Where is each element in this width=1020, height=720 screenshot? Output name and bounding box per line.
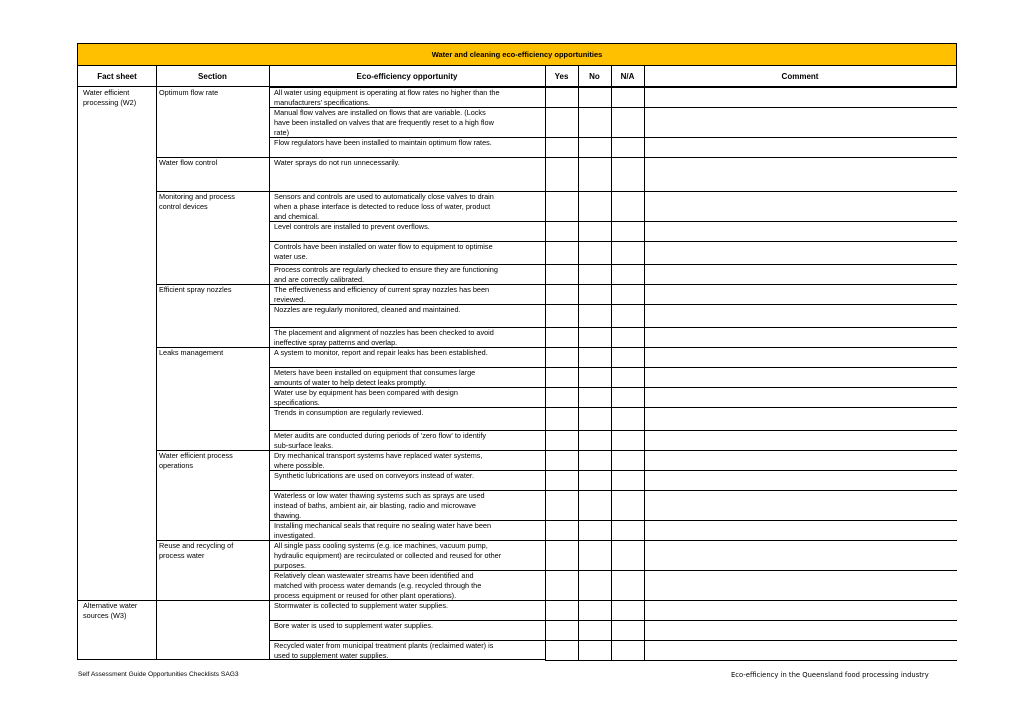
no-checkbox[interactable] — [578, 367, 612, 388]
yes-checkbox[interactable] — [545, 221, 579, 242]
opportunity-text: Controls have been installed on water flow to equipment to optimise — [274, 242, 493, 251]
section-label: Optimum flow rate — [159, 88, 219, 97]
opportunity-text: All single pass cooling systems (e.g. ice machines, vacuum pump, — [274, 541, 488, 550]
comment-cell[interactable] — [644, 304, 957, 328]
yes-checkbox[interactable] — [545, 367, 579, 388]
na-checkbox[interactable] — [611, 490, 645, 521]
na-checkbox[interactable] — [611, 157, 645, 192]
opportunity-text: have been installed on valves that are frequently reset to a high flow — [274, 117, 494, 127]
comment-cell[interactable] — [644, 137, 957, 158]
header-column-divider — [269, 65, 270, 87]
opportunity-text: Flow regulators have been installed to maintain optimum flow rates. — [274, 138, 492, 147]
na-checkbox[interactable] — [611, 347, 645, 368]
opportunity-text: used to supplement water supplies. — [274, 650, 389, 660]
na-checkbox[interactable] — [611, 540, 645, 571]
comment-cell[interactable] — [644, 430, 957, 451]
yes-checkbox[interactable] — [545, 640, 579, 661]
na-checkbox[interactable] — [611, 430, 645, 451]
opportunity-text: The placement and alignment of nozzles has been checked to avoid — [274, 328, 494, 337]
comment-cell[interactable] — [644, 450, 957, 471]
no-checkbox[interactable] — [578, 347, 612, 368]
footer-left: Self Assessment Guide Opportunities Checklists SAG3 — [78, 671, 239, 678]
opportunity-text: ineffective spray patterns and overlap. — [274, 337, 398, 347]
na-checkbox[interactable] — [611, 87, 645, 108]
na-checkbox[interactable] — [611, 327, 645, 348]
comment-cell[interactable] — [644, 640, 957, 661]
table-title: Water and cleaning eco-efficiency opportunities — [78, 44, 956, 66]
section-label: Water flow control — [159, 158, 218, 167]
header-column-divider — [611, 65, 612, 87]
yes-checkbox[interactable] — [545, 600, 579, 621]
opportunity-text: matched with process water demands (e.g. recycled through the — [274, 580, 482, 590]
opportunity-text: reviewed. — [274, 294, 306, 304]
yes-checkbox[interactable] — [545, 407, 579, 431]
comment-cell[interactable] — [644, 367, 957, 388]
comment-cell[interactable] — [644, 570, 957, 601]
section-label: Leaks management — [159, 348, 224, 357]
section-label: control devices — [159, 201, 208, 211]
yes-checkbox[interactable] — [545, 264, 579, 285]
na-checkbox[interactable] — [611, 620, 645, 641]
fact-sheet-label: Alternative water — [83, 601, 138, 610]
opportunity-text: Recycled water from municipal treatment plants (reclaimed water) is — [274, 641, 494, 650]
header-column-divider — [156, 65, 157, 87]
section-column-divider — [269, 86, 270, 660]
section-label: Monitoring and process — [159, 192, 235, 201]
opportunity-column-divider — [545, 86, 546, 660]
na-checkbox[interactable] — [611, 640, 645, 661]
opportunity-text: Installing mechanical seals that require no sealing water have been — [274, 521, 492, 530]
na-checkbox[interactable] — [611, 284, 645, 305]
opportunity-text: specifications. — [274, 397, 320, 407]
section-divider — [156, 600, 269, 601]
no-checkbox[interactable] — [578, 540, 612, 571]
no-checkbox[interactable] — [578, 600, 612, 621]
header-no: No — [589, 71, 600, 81]
no-checkbox[interactable] — [578, 490, 612, 521]
opportunity-text: and are correctly calibrated. — [274, 274, 365, 284]
no-checkbox[interactable] — [578, 387, 612, 408]
no-checkbox[interactable] — [578, 450, 612, 471]
header-fact-sheet: Fact sheet — [97, 71, 137, 81]
header-yes: Yes — [554, 71, 569, 81]
yes-checkbox[interactable] — [545, 284, 579, 305]
opportunity-text: Level controls are installed to prevent overflows. — [274, 222, 430, 231]
opportunity-text: Bore water is used to supplement water supplies. — [274, 621, 433, 630]
no-checkbox[interactable] — [578, 137, 612, 158]
no-checkbox[interactable] — [578, 470, 612, 491]
opportunity-text: Relatively clean wastewater streams have been identified and — [274, 571, 474, 580]
opportunity-text: Meter audits are conducted during periods of 'zero flow' to identify — [274, 431, 487, 440]
na-checkbox[interactable] — [611, 570, 645, 601]
header-column-divider — [644, 65, 645, 87]
opportunity-text: investigated. — [274, 530, 315, 540]
no-checkbox[interactable] — [578, 640, 612, 661]
no-checkbox[interactable] — [578, 520, 612, 541]
opportunity-text: sub-surface leaks. — [274, 440, 334, 450]
footer-right: Eco-efficiency in the Queensland food processing industry — [731, 671, 929, 679]
no-checkbox[interactable] — [578, 157, 612, 192]
comment-cell[interactable] — [644, 347, 957, 368]
yes-checkbox[interactable] — [545, 620, 579, 641]
header-na: N/A — [620, 71, 635, 81]
na-checkbox[interactable] — [611, 387, 645, 408]
yes-checkbox[interactable] — [545, 450, 579, 471]
opportunity-text: amounts of water to help detect leaks promptly. — [274, 377, 427, 387]
na-checkbox[interactable] — [611, 600, 645, 621]
opportunity-text: Dry mechanical transport systems have replaced water systems, — [274, 451, 483, 460]
na-checkbox[interactable] — [611, 450, 645, 471]
no-checkbox[interactable] — [578, 430, 612, 451]
section-label: process water — [159, 550, 205, 560]
opportunity-text: All water using equipment is operating at flow rates no higher than the — [274, 88, 500, 97]
no-checkbox[interactable] — [578, 327, 612, 348]
yes-checkbox[interactable] — [545, 387, 579, 408]
header-opportunity: Eco-efficiency opportunity — [356, 71, 458, 81]
comment-cell[interactable] — [644, 620, 957, 641]
opportunity-text: and chemical. — [274, 211, 320, 221]
no-checkbox[interactable] — [578, 570, 612, 601]
comment-cell[interactable] — [644, 387, 957, 408]
no-checkbox[interactable] — [578, 87, 612, 108]
section-label: operations — [159, 460, 194, 470]
fact-sheet-label: sources (W3) — [83, 610, 127, 620]
yes-checkbox[interactable] — [545, 430, 579, 451]
na-checkbox[interactable] — [611, 264, 645, 285]
yes-checkbox[interactable] — [545, 191, 579, 222]
header-comment: Comment — [781, 71, 819, 81]
no-checkbox[interactable] — [578, 221, 612, 242]
yes-checkbox[interactable] — [545, 304, 579, 328]
comment-cell[interactable] — [644, 520, 957, 541]
header-column-divider — [545, 65, 546, 87]
comment-cell[interactable] — [644, 191, 957, 222]
comment-cell[interactable] — [644, 221, 957, 242]
comment-cell[interactable] — [644, 540, 957, 571]
opportunity-text: Manual flow valves are installed on flows that are variable. (Locks — [274, 108, 486, 117]
fact-sheet-label: Water efficient — [83, 88, 130, 97]
opportunity-text: purposes. — [274, 560, 307, 570]
opportunity-text: thawing. — [274, 510, 302, 520]
yes-checkbox[interactable] — [545, 570, 579, 601]
header-top-divider — [78, 65, 956, 66]
yes-checkbox[interactable] — [545, 520, 579, 541]
yes-checkbox[interactable] — [545, 137, 579, 158]
header-section: Section — [198, 71, 227, 81]
opportunity-text: where possible. — [274, 460, 325, 470]
no-checkbox[interactable] — [578, 284, 612, 305]
yes-checkbox[interactable] — [545, 241, 579, 265]
opportunity-text: process equipment or reused for other plant operations). — [274, 590, 457, 600]
no-checkbox[interactable] — [578, 407, 612, 431]
no-checkbox[interactable] — [578, 304, 612, 328]
section-label: Water efficient process — [159, 451, 233, 460]
opportunity-text: water use. — [274, 251, 308, 261]
opportunity-text: Nozzles are regularly monitored, cleaned and maintained. — [274, 305, 461, 314]
opportunity-text: hydraulic equipment) are recirculated or collected and reused for other — [274, 550, 502, 560]
fact-sheet-column-divider — [156, 86, 157, 660]
opportunity-text: rate) — [274, 127, 290, 137]
opportunity-text: manufacturers' specifications. — [274, 97, 370, 107]
comment-cell[interactable] — [644, 87, 957, 108]
comment-cell[interactable] — [644, 490, 957, 521]
yes-checkbox[interactable] — [545, 87, 579, 108]
opportunity-text: Waterless or low water thawing systems such as sprays are used — [274, 491, 485, 500]
section-label: Efficient spray nozzles — [159, 285, 232, 294]
opportunity-text: Water sprays do not run unnecessarily. — [274, 158, 400, 167]
yes-checkbox[interactable] — [545, 157, 579, 192]
yes-checkbox[interactable] — [545, 490, 579, 521]
opportunity-text: A system to monitor, report and repair leaks has been established. — [274, 348, 488, 357]
no-checkbox[interactable] — [578, 107, 612, 138]
fact-sheet-label: processing (W2) — [83, 97, 137, 107]
comment-cell[interactable] — [644, 470, 957, 491]
opportunity-text: Sensors and controls are used to automatically close valves to drain — [274, 192, 494, 201]
opportunity-text: Stormwater is collected to supplement water supplies. — [274, 601, 448, 610]
comment-cell[interactable] — [644, 264, 957, 285]
comment-cell[interactable] — [644, 107, 957, 138]
na-checkbox[interactable] — [611, 107, 645, 138]
comment-cell[interactable] — [644, 327, 957, 348]
yes-checkbox[interactable] — [545, 540, 579, 571]
no-checkbox[interactable] — [578, 191, 612, 222]
na-checkbox[interactable] — [611, 241, 645, 265]
yes-checkbox[interactable] — [545, 347, 579, 368]
opportunity-text: Synthetic lubrications are used on conveyors instead of water. — [274, 471, 474, 480]
na-checkbox[interactable] — [611, 304, 645, 328]
na-checkbox[interactable] — [611, 221, 645, 242]
comment-cell[interactable] — [644, 241, 957, 265]
opportunity-text: instead of baths, ambient air, air blasting, radio and microwave — [274, 500, 476, 510]
na-checkbox[interactable] — [611, 367, 645, 388]
na-checkbox[interactable] — [611, 520, 645, 541]
opportunity-text: Process controls are regularly checked to ensure they are functioning — [274, 265, 498, 274]
comment-cell[interactable] — [644, 600, 957, 621]
na-checkbox[interactable] — [611, 407, 645, 431]
no-checkbox[interactable] — [578, 620, 612, 641]
na-checkbox[interactable] — [611, 137, 645, 158]
na-checkbox[interactable] — [611, 470, 645, 491]
section-label: Reuse and recycling of — [159, 541, 234, 550]
no-checkbox[interactable] — [578, 241, 612, 265]
opportunity-text: Meters have been installed on equipment that consumes large — [274, 368, 476, 377]
yes-checkbox[interactable] — [545, 470, 579, 491]
yes-checkbox[interactable] — [545, 327, 579, 348]
no-checkbox[interactable] — [578, 264, 612, 285]
opportunity-text: The effectiveness and efficiency of current spray nozzles has been — [274, 285, 490, 294]
opportunity-text: Trends in consumption are regularly reviewed. — [274, 408, 424, 417]
na-checkbox[interactable] — [611, 191, 645, 222]
comment-cell[interactable] — [644, 407, 957, 431]
comment-cell[interactable] — [644, 157, 957, 192]
opportunity-text: Water use by equipment has been compared with design — [274, 388, 458, 397]
opportunity-text: when a phase interface is detected to reduce loss of water, product — [274, 201, 491, 211]
header-column-divider — [578, 65, 579, 87]
yes-checkbox[interactable] — [545, 107, 579, 138]
comment-cell[interactable] — [644, 284, 957, 305]
